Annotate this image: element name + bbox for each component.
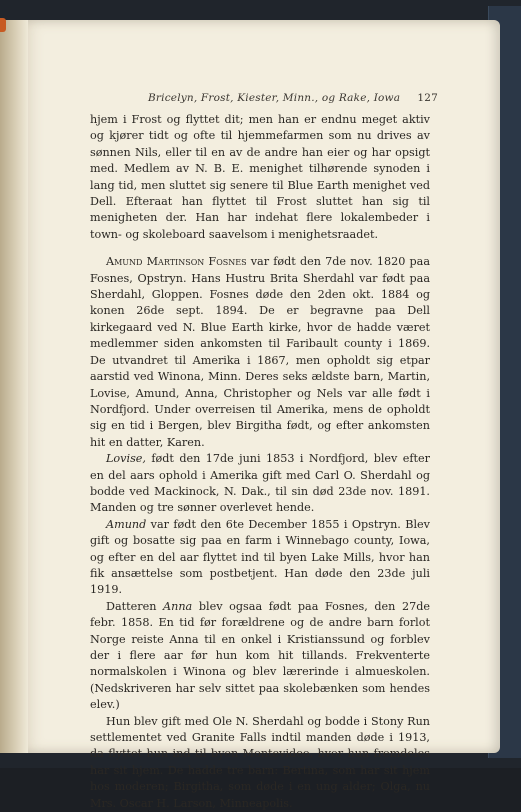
paragraph-text: blev ogsaa født paa Fosnes, den 27de febr. 1858. En tid før forældrene og de andre barn forlot Norge reiste Anna til en onkel i Kristianssund og forblev der i flere aar før hun kom hit tillands. Frekventerte normalskolen i Winona og blev lærerinde i almueskolen. (Nedskriveren har selv sittet paa skolebænken som hendes elev.) bbox=[90, 599, 430, 712]
body-text bbox=[90, 112, 430, 812]
paragraph-text: Datteren bbox=[106, 599, 164, 613]
person-name: Amund Martinson Fosnes bbox=[106, 255, 247, 269]
paragraph bbox=[90, 254, 430, 451]
paragraph bbox=[90, 451, 430, 517]
paragraph-text: var født den 7de nov. 1820 paa Fosnes, Opstryn. Hans Hustru Brita Sherdahl var født paa Sherdahl, Gloppen. Fosnes døde den 2den okt. 1884 og konen 26de sept. 1894. De er begravne paa Dell kirkegaard ved N. Blue Earth kirke, hvor de hadde været medlemmer siden ankomsten til Faribault county i 1869. De utvandret til Amerika i 1867, men opholdt sig etpar aarstid ved Winona, Minn. Deres seks ældste barn, Martin, Lovise, Amund, Anna, Christopher og Nels var alle født i Nordfjord. Under overreisen til Amerika, mens de opholdt sig en tid i Bergen, blev Birgitha født, og efter ankomsten hit en datter, Karen. bbox=[90, 255, 431, 449]
page-number: 127 bbox=[417, 92, 438, 104]
paragraph bbox=[90, 517, 430, 599]
paragraph-text: var født den 6te December 1855 i Opstryn. Blev gift og bosatte sig paa en farm i Winnebago county, Iowa, og efter en del aar flyttet ind til byen Lake Mills, hvor han fik ansættelse som postbetjent. Han døde den 23de juli 1919. bbox=[90, 517, 430, 597]
page-gutter bbox=[0, 20, 28, 753]
page-header bbox=[90, 92, 438, 108]
paragraph: Hun blev gift med Ole N. Sherdahl og bodde i Stony Run settlementet ved Granite Falls indtil manden døde i 1913, da flyttet hun ind til byen Montevideo, hvor hun fremdeles har sit hjem. De hadde tre barn: Bertina, som har sit hjem hos moderen; Birgitha, som døde i en ung alder; Olga, nu Mrs. Oscar H. Larson, Minneapolis. bbox=[90, 714, 430, 810]
paragraph bbox=[90, 599, 430, 714]
paragraph: hjem i Frost og flyttet dit; men han er endnu meget aktiv og kjører tidt og ofte til hjemmefarmen som nu drives av sønnen Nils, eller til en av de andre han eier og har opsigt med. Medlem av N. B. E. menighet tilhørende synoden i lang tid, men sluttet sig senere til Blue Earth menighet ved Dell. Efteraat han flyttet til Frost sluttet han sig til menigheten der. Han har indehat flere lokalembeder i town- og skoleboard saavelsom i menighetsraadet. bbox=[90, 113, 430, 241]
spine-stitch bbox=[0, 18, 6, 32]
person-name: Amund bbox=[106, 517, 147, 531]
person-name: Anna bbox=[163, 599, 193, 613]
paragraph-text: født den 17de juni 1853 i Nordfjord, blev efter en del aars ophold i Amerika gift med Carl O. Sherdahl og bodde ved Mackinock, N. Dak., til sin død 23de nov. 1891. Manden og tre sønner overlevet hende. bbox=[90, 452, 430, 515]
person-name: Lovise, bbox=[106, 452, 146, 466]
running-head: Bricelyn, Frost, Kiester, Minn., og Rake, Iowa bbox=[148, 92, 401, 104]
